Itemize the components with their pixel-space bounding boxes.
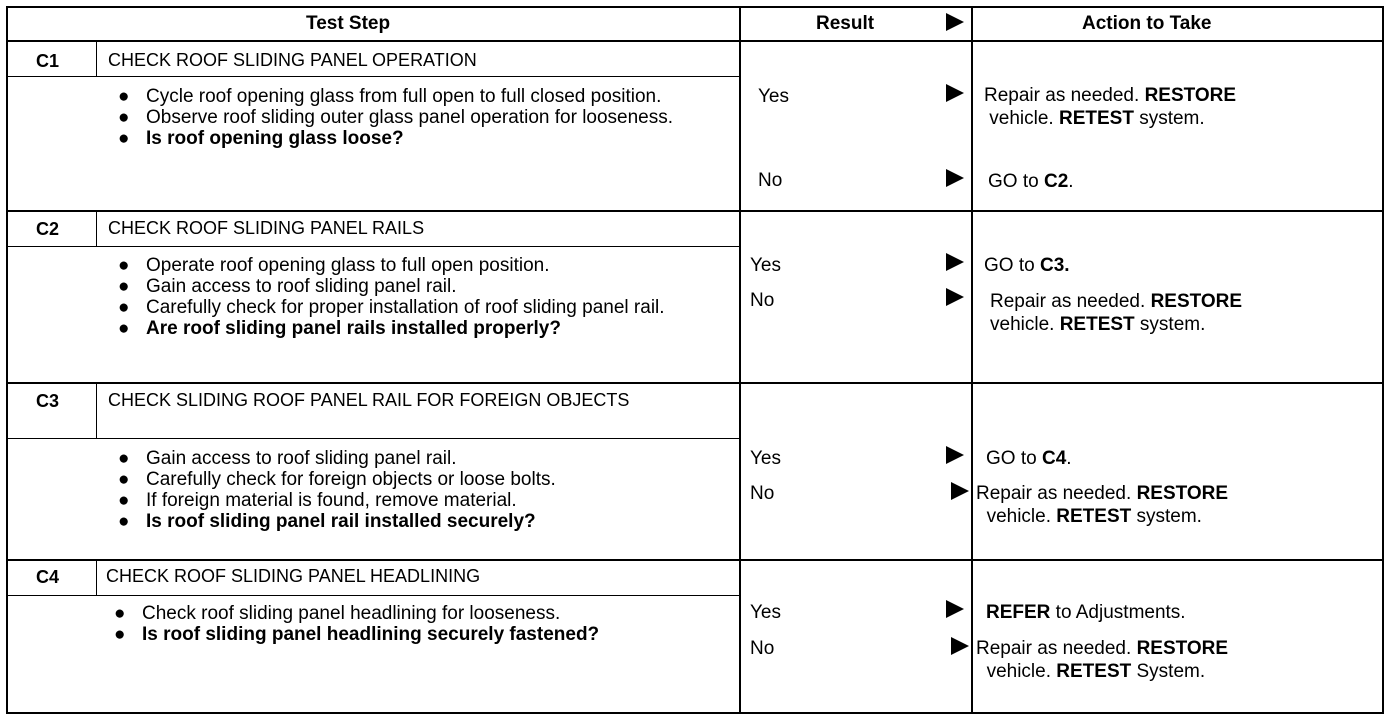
arrow-icon	[946, 288, 964, 306]
step-bullets-c4	[114, 603, 702, 645]
header-result: Result	[816, 13, 875, 34]
arrow-icon	[946, 169, 964, 187]
arrow-icon	[946, 600, 964, 618]
action-yes-c1: Repair as needed. RESTORE vehicle. RETEST system.	[984, 85, 1237, 129]
title-underline-c1	[6, 76, 739, 77]
step-title-c1: CHECK ROOF SLIDING PANEL OPERATION	[108, 50, 477, 70]
bullet-item: ● Gain access to roof sliding panel rail.	[118, 276, 457, 297]
bullet-item: ● Gain access to roof sliding panel rail.	[118, 448, 457, 469]
row-divider-c3	[6, 382, 1384, 384]
bullet-item: ● Observe roof sliding outer glass panel operation for looseness.	[118, 107, 674, 128]
result-no-c4: No	[750, 638, 775, 659]
bullet-question: ● Is roof opening glass loose?	[118, 128, 404, 149]
bullet-item: ● Cycle roof opening glass from full open to full closed position.	[118, 86, 662, 107]
arrow-icon	[951, 482, 969, 500]
action-yes-c3: GO to C4.	[986, 448, 1072, 469]
bullet-question: ● Is roof sliding panel headlining securely fastened?	[114, 624, 600, 645]
step-title-c3: CHECK SLIDING ROOF PANEL RAIL FOR FOREIGN OBJECTS	[108, 390, 630, 410]
result-no-c1: No	[758, 170, 783, 191]
id-divider-c2	[96, 210, 97, 246]
result-yes-c2: Yes	[750, 255, 781, 276]
step-id-c4: C4	[36, 567, 60, 587]
row-divider-c2	[6, 210, 1384, 212]
step-bullets-c2	[118, 255, 721, 339]
step-title-c2: CHECK ROOF SLIDING PANEL RAILS	[108, 218, 425, 238]
action-yes-c2: GO to C3.	[984, 255, 1070, 276]
action-no-c3: Repair as needed. RESTORE vehicle. RETEST system.	[976, 483, 1229, 527]
action-no-c1: GO to C2.	[988, 171, 1074, 192]
bullet-item: ● If foreign material is found, remove material.	[118, 490, 517, 511]
bullet-item: ● Operate roof opening glass to full open position.	[118, 255, 550, 276]
bullet-question: ● Is roof sliding panel rail installed securely?	[118, 511, 536, 532]
result-yes-c3: Yes	[750, 448, 781, 469]
row-divider-c4	[6, 559, 1384, 561]
action-no-c2: Repair as needed. RESTORE vehicle. RETEST system.	[990, 291, 1243, 335]
action-column-divider	[971, 6, 973, 714]
header-arrow-icon	[946, 13, 964, 31]
id-divider-c4	[96, 559, 97, 595]
result-column-divider	[739, 6, 741, 714]
title-underline-c3	[6, 438, 739, 439]
arrow-icon	[946, 446, 964, 464]
result-no-c2: No	[750, 290, 775, 311]
result-yes-c1: Yes	[758, 86, 789, 107]
title-underline-c4	[6, 595, 739, 596]
action-yes-c4: REFER to Adjustments.	[986, 602, 1186, 623]
step-bullets-c1	[118, 86, 721, 149]
step-title-c4: CHECK ROOF SLIDING PANEL HEADLINING	[106, 566, 481, 586]
result-no-c3: No	[750, 483, 775, 504]
arrow-icon	[946, 253, 964, 271]
step-id-c2: C2	[36, 219, 60, 239]
id-divider-c3	[96, 382, 97, 438]
action-no-c4: Repair as needed. RESTORE vehicle. RETEST System.	[976, 638, 1229, 682]
bullet-question: ● Are roof sliding panel rails installed properly?	[118, 318, 561, 339]
arrow-icon	[946, 84, 964, 102]
header-divider	[6, 40, 1384, 42]
title-underline-c2	[6, 246, 739, 247]
bullet-item: ● Carefully check for foreign objects or loose bolts.	[118, 469, 556, 490]
step-id-c1: C1	[36, 51, 60, 71]
header-action: Action to Take	[1082, 13, 1212, 34]
arrow-icon	[951, 637, 969, 655]
step-bullets-c3	[118, 448, 731, 532]
bullet-item: ● Check roof sliding panel headlining for looseness.	[114, 603, 561, 624]
bullet-item: ● Carefully check for proper installation of roof sliding panel rail.	[118, 297, 665, 318]
id-divider-c1	[96, 40, 97, 76]
result-yes-c4: Yes	[750, 602, 781, 623]
step-id-c3: C3	[36, 391, 60, 411]
header-test-step: Test Step	[306, 13, 391, 34]
